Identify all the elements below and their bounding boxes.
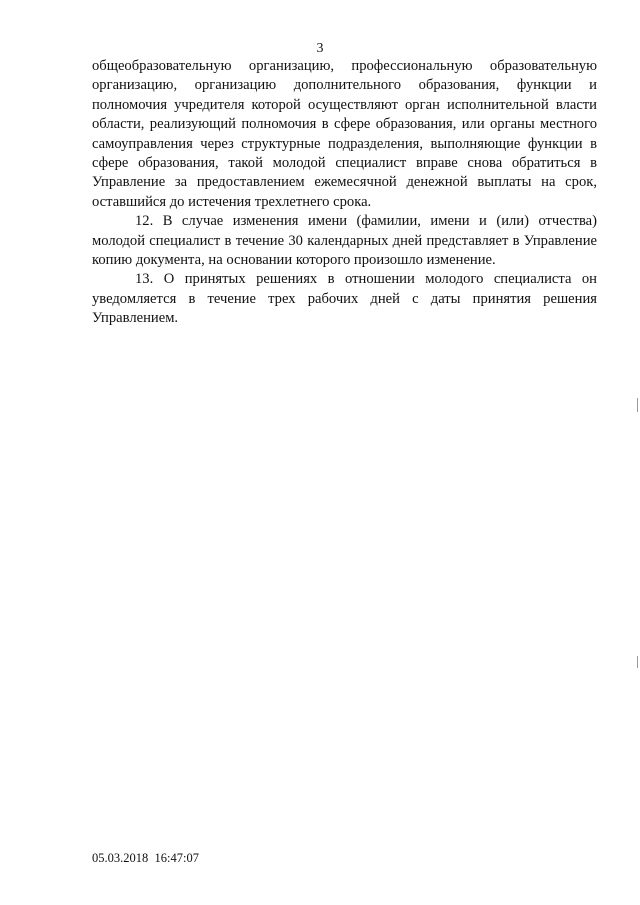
paragraph-12: 12. В случае изменения имени (фамилии, имени и (или) отчества) молодой специалист в течение 30 календарных дней представляет в Управление копию документа, на основании которого произошло изменение. <box>92 213 597 269</box>
document-body <box>92 57 597 329</box>
scan-edge-mark <box>637 656 638 668</box>
paragraph-continuation: общеобразовательную организацию, профессиональную образовательную организацию, организацию дополнительного образования, функции и полномочия учредителя которой осуществляют орган исполнительной власти области, реализующий полномочия в сфере образования, или органы местного самоуправления через структурные подразделения, выполняющие функции в сфере образования, такой молодой специалист вправе снова обратиться в Управление за предоставлением ежемесячной денежной выплаты на срок, оставшийся до истечения трехлетнего срока. <box>92 58 597 210</box>
paragraph-13: 13. О принятых решениях в отношении молодого специалиста он уведомляется в течение трех рабочих дней с даты принятия решения Управлением. <box>92 271 597 327</box>
scan-edge-mark <box>637 398 638 412</box>
page-number: 3 <box>316 41 324 56</box>
print-timestamp: 05.03.2018 16:47:07 <box>92 851 199 865</box>
